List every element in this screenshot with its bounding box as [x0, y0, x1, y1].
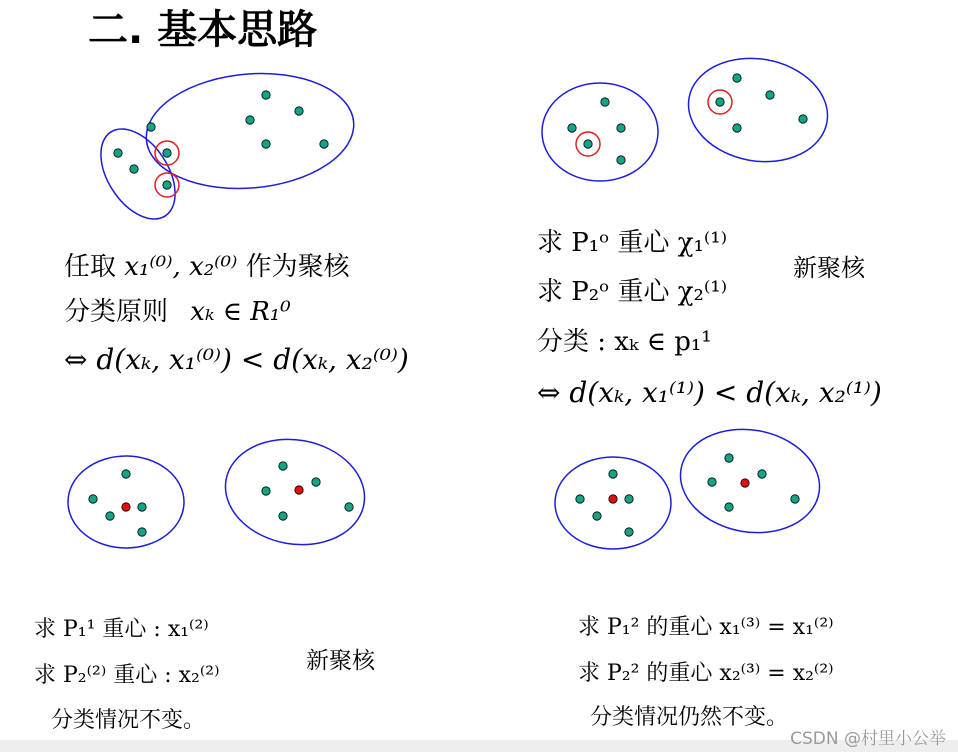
step1-line1-math: x₁⁽⁰⁾, x₂⁽⁰⁾ [124, 252, 238, 282]
data-point [708, 478, 716, 486]
step3-side-label: 新聚核 [306, 648, 375, 674]
watermark: CSDN @村里小公举 [790, 729, 946, 749]
data-point [246, 116, 254, 124]
step4-line1: 求 P₁² 的重心 x₁⁽³⁾ = x₁⁽²⁾ [578, 615, 834, 640]
data-point [568, 124, 576, 132]
data-point [584, 140, 592, 148]
data-point [262, 487, 270, 495]
data-point [601, 98, 609, 106]
data-point [279, 462, 287, 470]
cluster-ellipse [86, 116, 191, 233]
data-point [138, 503, 146, 511]
cluster-ellipse [141, 65, 358, 197]
step2-side-label: 新聚核 [793, 254, 865, 282]
step2-line3: 分类 : xₖ ∈ p₁¹ [537, 327, 712, 357]
data-point [725, 454, 733, 462]
data-point [766, 91, 774, 99]
data-point [138, 528, 146, 536]
step3-line1: 求 P₁¹ 重心 : x₁⁽²⁾ [34, 617, 209, 642]
data-point [279, 512, 287, 520]
step1-line2 [64, 299, 291, 325]
data-point [295, 107, 303, 115]
cluster-ellipse [542, 83, 658, 181]
centroid-point [122, 503, 130, 511]
data-point [791, 495, 799, 503]
data-point [130, 165, 138, 173]
cluster-ellipse [672, 419, 828, 544]
data-point [576, 495, 584, 503]
data-point [106, 512, 114, 520]
data-point [716, 98, 724, 106]
step1-line3: ⇔ d(xₖ, x₁⁽⁰⁾) < d(xₖ, x₂⁽⁰⁾) [64, 343, 409, 376]
panel-third-recluster [555, 419, 828, 549]
data-point [312, 478, 320, 486]
data-point [609, 470, 617, 478]
data-point [617, 156, 625, 164]
data-point [593, 512, 601, 520]
centroid-point [741, 479, 749, 487]
data-point [733, 124, 741, 132]
data-point [733, 74, 741, 82]
data-point [320, 140, 328, 148]
step2-line2: 求 P₂ᵒ 重心 χ₂⁽¹⁾ [537, 277, 728, 307]
panel-first-recluster [542, 48, 836, 181]
step3-line2: 求 P₂⁽²⁾ 重心 : x₂⁽²⁾ [34, 663, 220, 688]
step4-line3: 分类情况仍然不变。 [590, 705, 789, 730]
data-point [262, 140, 270, 148]
step1-line1-text: 任取 [64, 252, 117, 282]
centroid-point [609, 495, 617, 503]
step2-line4: ⇔ d(xₖ, x₁⁽¹⁾) < d(xₖ, x₂⁽¹⁾) [537, 376, 882, 409]
data-point [345, 503, 353, 511]
step1-line2-text: 分类原则 [64, 297, 169, 327]
data-point [617, 124, 625, 132]
data-point [122, 470, 130, 478]
data-point [89, 495, 97, 503]
step1-line1-suffix: 作为聚核 [245, 252, 350, 282]
page-title: 二. 基本思路 [88, 7, 318, 53]
data-point [799, 115, 807, 123]
data-point [625, 528, 633, 536]
data-point [758, 470, 766, 478]
data-point [725, 503, 733, 511]
step3-line3: 分类情况不变。 [51, 708, 206, 733]
step1-line2-math: xₖ ∈ R₁⁰ [190, 297, 291, 327]
centroid-point [295, 486, 303, 494]
data-point [163, 181, 171, 189]
panel-initial-clusters [86, 65, 359, 232]
data-point [262, 91, 270, 99]
step4-line2: 求 P₂² 的重心 x₂⁽³⁾ = x₂⁽²⁾ [578, 661, 834, 686]
data-point [163, 149, 171, 157]
data-point [625, 495, 633, 503]
data-point [114, 149, 122, 157]
panel-second-recluster [68, 429, 373, 556]
step1-line1 [64, 254, 350, 280]
data-point [147, 123, 155, 131]
cluster-ellipse [680, 48, 836, 173]
step2-line1: 求 P₁ᵒ 重心 χ₁⁽¹⁾ [537, 228, 728, 258]
